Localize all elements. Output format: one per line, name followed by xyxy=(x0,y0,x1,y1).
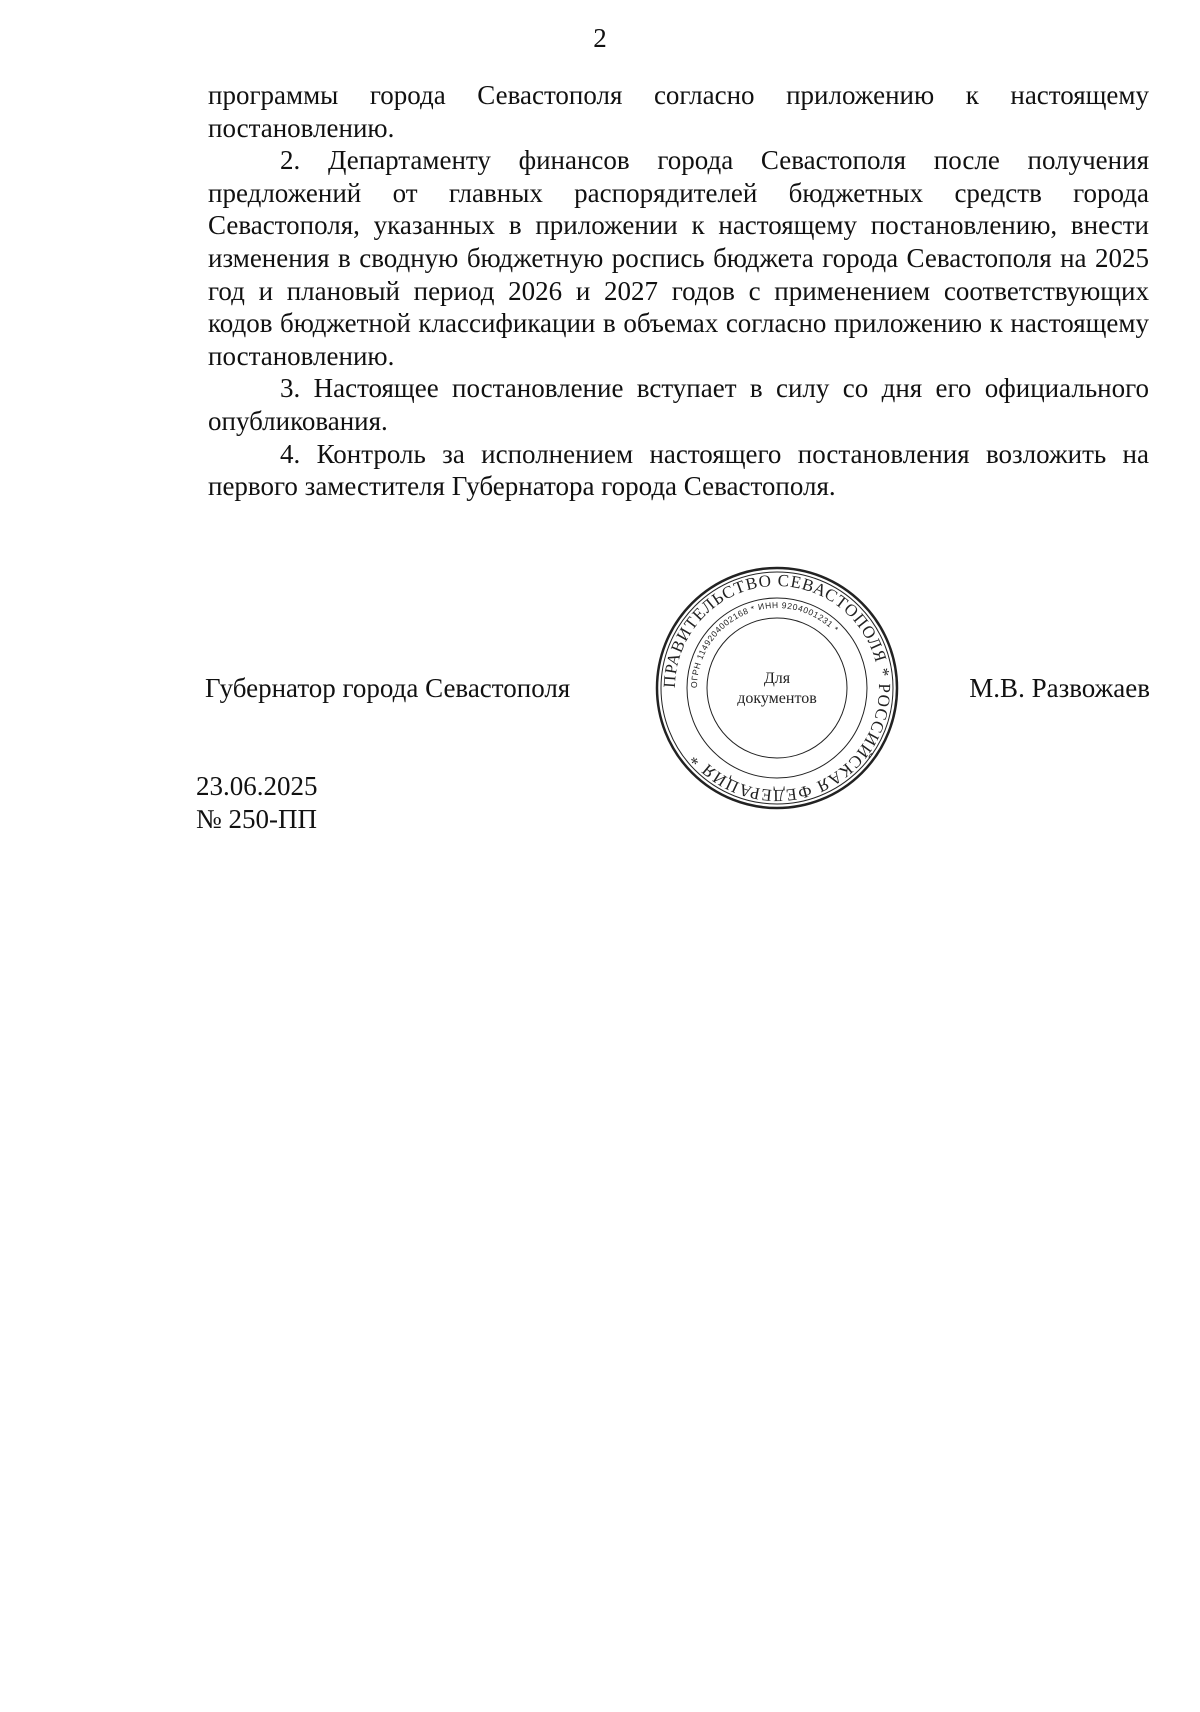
paragraph-2: 2. Департаменту финансов города Севастополя после получения предложений от главных распорядителей бюджетных средств города Севастополя, указанных в приложении к настоящему постановлению, внести изменения в сводную бюджетную роспись бюджета города Севастополя на 2025 год и плановый период 2026 и 2027 годов с применением соответствующих кодов бюджетной классификации в объемах согласно приложению к настоящему постановлению. xyxy=(208,145,1149,371)
seal-center-line-2: документов xyxy=(737,690,817,707)
paragraph-1-continuation: программы города Севастополя согласно приложению к настоящему постановлению. xyxy=(208,80,1149,143)
official-seal xyxy=(654,565,900,811)
signature-block xyxy=(0,672,1200,712)
signer-title: Губернатор города Севастополя xyxy=(205,673,571,703)
seal-ring-3 xyxy=(687,598,867,778)
document-date: 23.06.2025 xyxy=(196,771,318,801)
document-body xyxy=(208,79,1149,503)
page-number: 2 xyxy=(593,23,607,53)
signer-name: М.В. Развожаев xyxy=(969,673,1150,703)
seal-outer-text: ПРАВИТЕЛЬСТВО СЕВАСТОПОЛЯ * РОССИЙСКАЯ ФЕДЕРАЦИЯ * xyxy=(659,570,895,806)
seal-center-line-1: Для xyxy=(763,670,791,687)
seal-inner-text: ОГРН 1149204002168 * ИНН 9204001231 * xyxy=(688,599,841,689)
paragraph-3: 3. Настоящее постановление вступает в силу со дня его официального опубликования. xyxy=(208,373,1149,436)
document-number: № 250-ПП xyxy=(196,804,317,834)
paragraph-4: 4. Контроль за исполнением настоящего постановления возложить на первого заместителя Губернатора города Севастополя. xyxy=(208,438,1149,502)
seal-ring-4 xyxy=(707,618,847,758)
